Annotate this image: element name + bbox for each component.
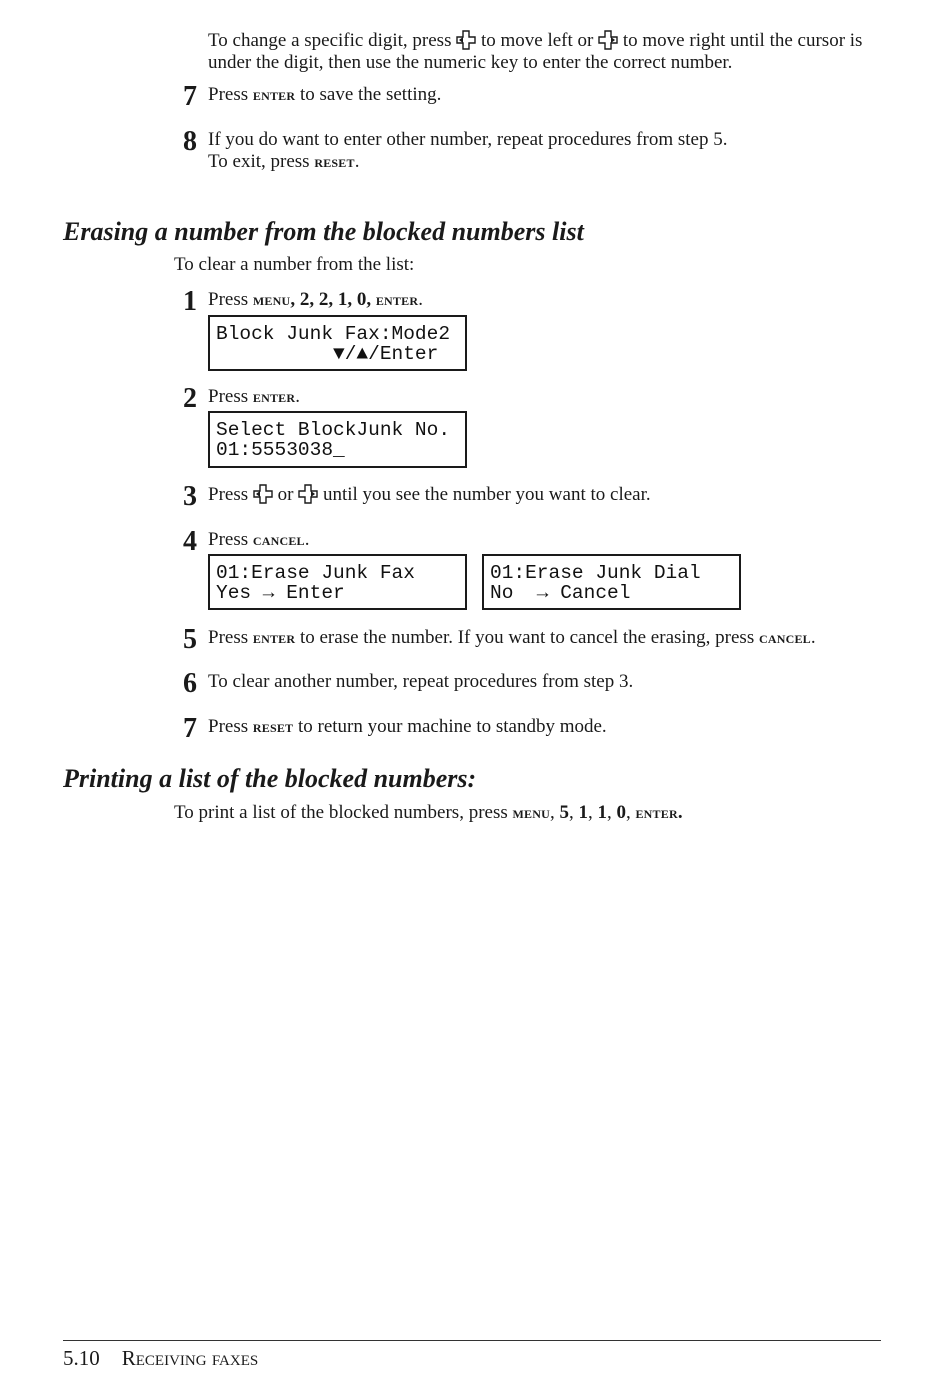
text: . [304, 529, 310, 550]
intro-text-a: To change a specific digit, press [208, 30, 452, 51]
reset-key-label: reset [252, 717, 294, 736]
lcd-line-2: ▼/▲/Enter [216, 343, 439, 365]
section-heading-printing: Printing a list of the blocked numbers: [63, 764, 477, 793]
text: Press [208, 529, 253, 550]
step-number: 6 [183, 668, 197, 699]
step-text [208, 528, 310, 551]
intro-line-1 [208, 29, 862, 52]
step-number: 1 [183, 286, 197, 317]
step-text [208, 288, 423, 311]
digits: , 2, 2, 1, 0, [290, 289, 376, 310]
right-arrow-key-icon [298, 484, 318, 504]
text: to return your machine to standby mode. [293, 716, 607, 737]
step-text [208, 483, 651, 506]
text: To print a list of the blocked numbers, press [174, 802, 513, 823]
step-text: If you do want to enter other number, repeat procedures from step 5. [208, 129, 728, 150]
section-heading-erasing: Erasing a number from the blocked numbers list [63, 217, 584, 246]
text: Press [208, 484, 249, 505]
step-number: 4 [183, 526, 197, 557]
step-number: 7 [183, 713, 197, 744]
text: . [418, 289, 423, 310]
intro-text-b: to move left or [480, 30, 594, 51]
menu-key-label: menu [252, 290, 291, 309]
lcd-line-1: 01:Erase Junk Fax [216, 562, 415, 584]
text: or [277, 484, 294, 505]
step-number: 5 [183, 624, 197, 655]
enter-key-label: enter [375, 290, 419, 309]
text: Press [208, 716, 253, 737]
lcd-display-erase-fax [208, 554, 467, 610]
section-intro: To clear a number from the list: [174, 254, 415, 275]
separator: , [606, 802, 617, 823]
enter-key-label: enter [635, 803, 678, 822]
lcd-line-2: Yes → Enter [216, 582, 345, 604]
separator: , [568, 802, 579, 823]
step-text-line-2 [208, 150, 359, 173]
digit: 1 [597, 802, 607, 823]
lcd-display-erase-dial [482, 554, 741, 610]
footer-rule [63, 1340, 881, 1341]
enter-key-label: enter [252, 85, 296, 104]
digit: 0 [616, 802, 626, 823]
lcd-display [208, 411, 467, 468]
step-text: To clear another number, repeat procedures from step 3. [208, 671, 634, 692]
enter-key-label: enter [252, 387, 296, 406]
left-arrow-key-icon [456, 30, 476, 50]
right-arrow-key-icon [598, 30, 618, 50]
step-text [208, 626, 816, 649]
step-text [208, 715, 607, 738]
text: . [810, 627, 816, 648]
step-number: 2 [183, 383, 197, 414]
intro-line-2: under the digit, then use the numeric key to enter the correct number. [208, 52, 733, 73]
digit: 5 [559, 802, 569, 823]
step-number: 8 [183, 126, 197, 157]
step-text [208, 83, 441, 106]
text: Press [208, 386, 253, 407]
section-text [174, 801, 683, 824]
text: Press [208, 289, 253, 310]
text: Press [208, 627, 253, 648]
menu-key-label: menu [512, 803, 550, 822]
separator: , [625, 802, 636, 823]
cancel-key-label: cancel [252, 530, 305, 549]
step-text [208, 385, 300, 408]
text: . [677, 802, 683, 823]
text: to save the setting. [295, 84, 442, 105]
reset-key-label: reset [314, 152, 355, 171]
page-number: 5.10 [63, 1346, 100, 1370]
separator: , [549, 802, 560, 823]
text: To exit, press [208, 151, 315, 172]
digit: 1 [578, 802, 588, 823]
intro-text-c: to move right until the cursor is [622, 30, 863, 51]
cancel-key-label: cancel [758, 628, 811, 647]
text: Press [208, 84, 253, 105]
lcd-display [208, 315, 467, 371]
lcd-line-2: 01:5553038_ [216, 439, 345, 461]
text: until you see the number you want to clear. [322, 484, 651, 505]
lcd-line-1: Select BlockJunk No. [216, 419, 451, 441]
lcd-line-1: Block Junk Fax:Mode2 [216, 323, 451, 345]
page-footer [63, 1346, 258, 1371]
text: . [354, 151, 360, 172]
separator: , [587, 802, 598, 823]
left-arrow-key-icon [253, 484, 273, 504]
lcd-line-2: No → Cancel [490, 582, 631, 604]
lcd-line-1: 01:Erase Junk Dial [490, 562, 701, 584]
text: . [295, 386, 300, 407]
enter-key-label: enter [252, 628, 296, 647]
step-number: 7 [183, 81, 197, 112]
chapter-title: Receiving faxes [121, 1346, 259, 1370]
text: to erase the number. If you want to cancel the erasing, press [295, 627, 759, 648]
step-number: 3 [183, 481, 197, 512]
